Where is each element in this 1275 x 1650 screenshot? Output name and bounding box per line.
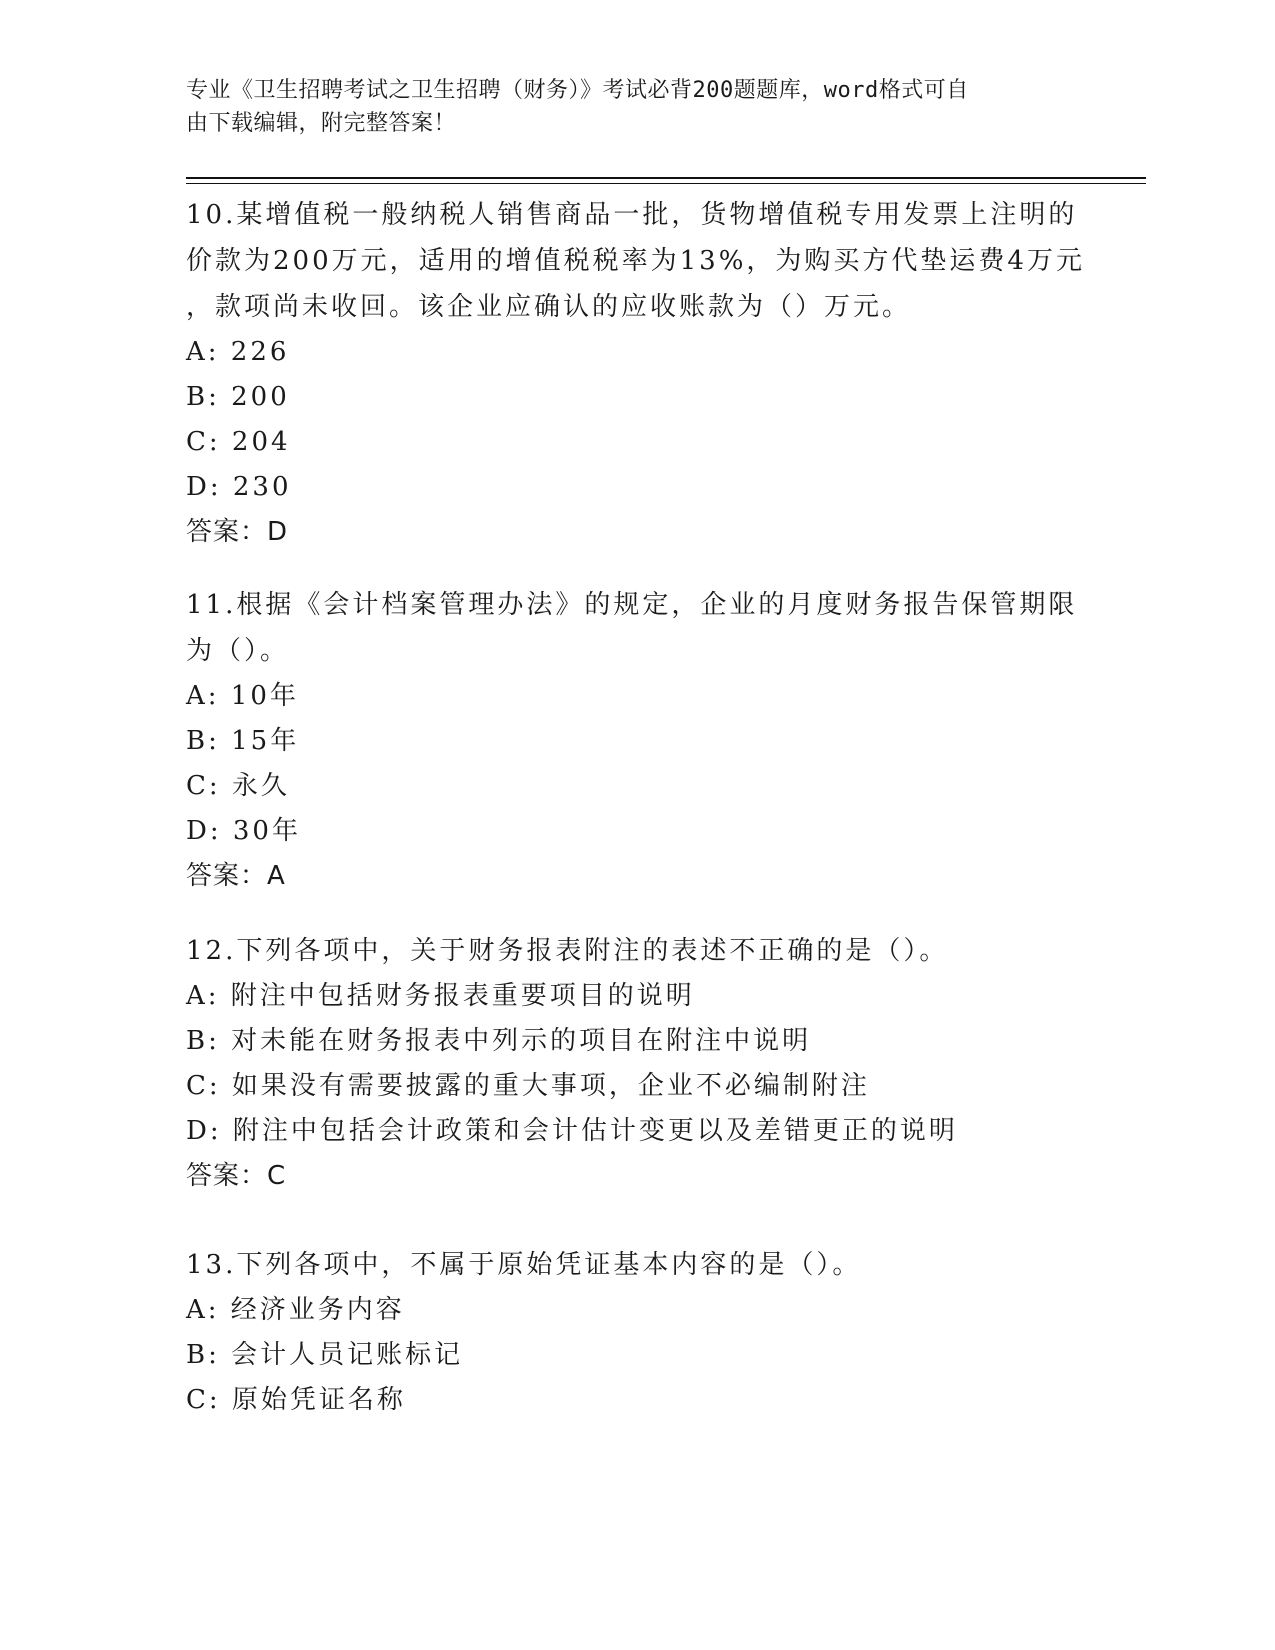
header-line-1: 专业《卫生招聘考试之卫生招聘（财务）》考试必背200题题库，word格式可自 <box>186 78 969 103</box>
answer <box>186 854 1086 899</box>
option-c: C: 204 <box>186 427 291 457</box>
question-stem-line: 11.根据《会计档案管理办法》的规定，企业的月度财务报告保管期限 <box>186 590 1078 620</box>
header-divider-thick <box>186 177 1146 179</box>
answer-value: D <box>267 517 289 547</box>
document-header <box>186 74 1066 140</box>
question-10 <box>186 192 1086 555</box>
answer-label: 答案： <box>186 517 268 547</box>
option-a: A: 226 <box>186 337 290 367</box>
question-13 <box>186 1242 1086 1423</box>
option-b: B: 15年 <box>186 726 300 756</box>
option-a: A: 经济业务内容 <box>186 1295 405 1325</box>
question-stem-line: 12.下列各项中，关于财务报表附注的表述不正确的是（）。 <box>186 936 949 966</box>
option-a: A: 10年 <box>186 681 299 711</box>
option-d: D: 附注中包括会计政策和会计估计变更以及差错更正的说明 <box>186 1116 958 1146</box>
answer-label: 答案： <box>186 861 268 891</box>
question-11 <box>186 582 1086 899</box>
option-c: C: 永久 <box>186 771 290 801</box>
answer <box>186 1154 1086 1199</box>
answer-label: 答案： <box>186 1161 268 1191</box>
answer-value: C <box>267 1161 287 1191</box>
header-divider-thin <box>186 183 1146 184</box>
question-stem-line: 为（）。 <box>186 636 290 666</box>
question-stem-line: 价款为200万元，适用的增值税税率为13%，为购买方代垫运费4万元 <box>186 246 1085 276</box>
question-stem-line: 13.下列各项中，不属于原始凭证基本内容的是（）。 <box>186 1250 862 1280</box>
header-line-2: 由下载编辑，附完整答案！ <box>186 111 457 136</box>
question-stem-line: 10.某增值税一般纳税人销售商品一批，货物增值税专用发票上注明的 <box>186 200 1078 230</box>
option-b: B: 对未能在财务报表中列示的项目在附注中说明 <box>186 1026 812 1056</box>
option-c: C: 如果没有需要披露的重大事项，企业不必编制附注 <box>186 1071 870 1101</box>
option-b: B: 会计人员记账标记 <box>186 1340 464 1370</box>
option-c: C: 原始凭证名称 <box>186 1385 406 1415</box>
answer-value: A <box>267 861 286 891</box>
question-12 <box>186 928 1086 1199</box>
answer <box>186 510 1086 555</box>
option-a: A: 附注中包括财务报表重要项目的说明 <box>186 981 695 1011</box>
option-d: D: 230 <box>186 472 292 502</box>
option-d: D: 30年 <box>186 816 301 846</box>
option-b: B: 200 <box>186 382 290 412</box>
question-stem-line: ，款项尚未收回。该企业应确认的应收账款为（）万元。 <box>186 292 912 322</box>
